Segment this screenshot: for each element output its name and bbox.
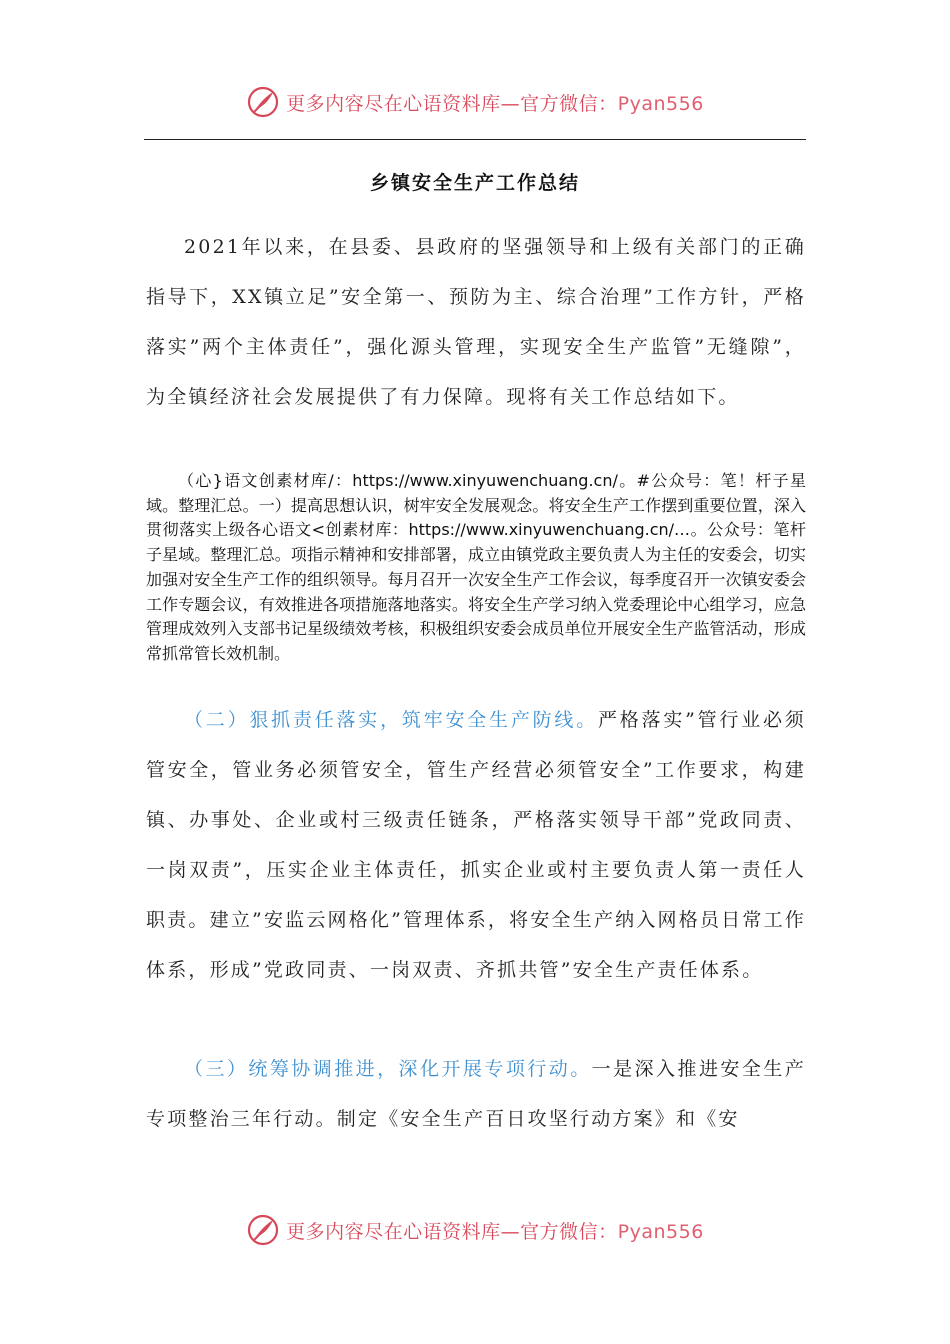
header-divider (144, 139, 806, 140)
inserted-paragraph: （心}语文创素材库/：https://www.xinyuwenchuang.cn/。#公众号：笔！杆子星域。整理汇总。一）提高思想认识，树牢安全发展观念。将安全生产工作摆到重要位置，深入贯彻落实上级各心语文<创素材库：https://www.xinyuwenchuang.cn/…。公众号：笔杆子星域。整理汇总。项指示精神和安排部署，成立由镇党政主要负责人为主任的安委会，切实加强对安全生产工作的组织领导。每月召开一次安全生产工作会议，每季度召开一次镇安委会工作专题会议，有效推进各项措施落地落实。将安全生产学习纳入党委理论中心组学习，应急管理成效列入支部书记星级绩效考核，积极组织安委会成员单位开展安全生产监管活动，形成常抓常管长效机制。 (146, 471, 806, 663)
quill-logo-icon (246, 1213, 280, 1247)
wechat-id: Pyan556 (617, 1220, 704, 1243)
wechat-id: Pyan556 (617, 92, 704, 115)
section-three-body: 一是深入推进安全生产专项整治三年行动。制定《安全生产百日攻坚行动方案》和《安 (146, 1058, 806, 1130)
document-title: 乡镇安全生产工作总结 (369, 172, 580, 194)
section-three-heading: （三）统筹协调推进，深化开展专项行动。 (184, 1058, 592, 1080)
section-three-paragraph (146, 1044, 806, 1144)
section-two-paragraph (146, 695, 806, 995)
section-two-heading: （二）狠抓责任落实，筑牢安全生产防线。 (184, 709, 598, 731)
quill-logo-icon (246, 85, 280, 119)
intro-paragraph: 2021年以来，在县委、县政府的坚强领导和上级有关部门的正确指导下，XX镇立足”安全第一、预防为主、综合治理”工作方针，严格落实”两个主体责任”，强化源头管理，实现安全生产监管”无缝隙”，为全镇经济社会发展提供了有力保障。现将有关工作总结如下。 (146, 236, 806, 408)
footer-banner-text: 更多内容尽在心语资料库—官方微信：Pyan556 (286, 1220, 704, 1243)
header-banner (0, 84, 950, 120)
section-two-body: 严格落实”管行业必须管安全，管业务必须管安全，管生产经营必须管安全”工作要求，构建镇、办事处、企业或村三级责任链条，严格落实领导干部”党政同责、一岗双责”，压实企业主体责任，抓实企业或村主要负责人第一责任人职责。建立”安监云网格化”管理体系，将安全生产纳入网格员日常工作体系，形成”党政同责、一岗双责、齐抓共管”安全生产责任体系。 (146, 709, 806, 981)
banner-text: 更多内容尽在心语资料库—官方微信：Pyan556 (286, 92, 704, 115)
footer-banner (0, 1212, 950, 1248)
